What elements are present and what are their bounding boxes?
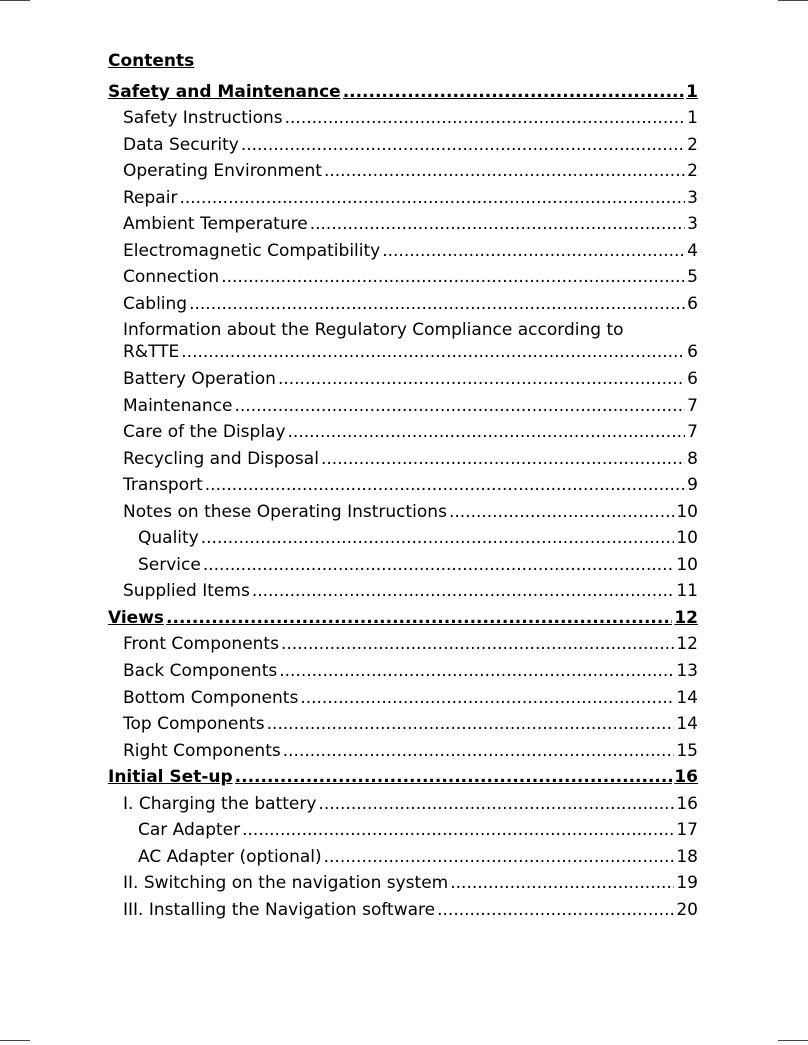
- toc-entry[interactable]: [108, 682, 698, 709]
- dot-leader: [267, 713, 675, 735]
- toc-entry-label: II. Switching on the navigation system: [123, 873, 449, 894]
- toc-entry-page: 8: [687, 448, 698, 469]
- toc-entry[interactable]: [108, 103, 698, 130]
- toc-entry[interactable]: [108, 496, 698, 523]
- toc-entry-page: 16: [676, 793, 698, 814]
- toc-entry-label: Connection: [123, 267, 220, 288]
- dot-leader: [288, 421, 686, 443]
- toc-entry[interactable]: [108, 443, 698, 470]
- dot-leader: [450, 872, 674, 894]
- dot-leader: [449, 501, 674, 523]
- dot-leader: [189, 293, 685, 315]
- toc-entry-label: Safety and Maintenance: [108, 81, 341, 102]
- toc-entry[interactable]: [108, 709, 698, 736]
- dot-leader: [318, 793, 674, 815]
- toc-entry[interactable]: [108, 390, 698, 417]
- toc-entry-label: III. Installing the Navigation software: [123, 899, 436, 920]
- dot-leader: [241, 134, 685, 156]
- dot-leader: [181, 341, 685, 363]
- toc-entry-label: Safety Instructions: [123, 108, 283, 129]
- toc-entry-label: Quality: [138, 528, 199, 549]
- toc-entry-label: Repair: [123, 187, 178, 208]
- dot-leader: [283, 740, 675, 762]
- toc-entry-label: Car Adapter: [138, 820, 241, 841]
- toc-entry[interactable]: [108, 655, 698, 682]
- crop-mark-bottom-right: [778, 1040, 808, 1041]
- toc-entry-label: Top Components: [123, 714, 265, 735]
- crop-mark-top-right: [778, 0, 808, 1]
- toc-entry-label: Cabling: [123, 293, 188, 314]
- toc-entry-page: 2: [687, 161, 698, 182]
- toc-entry-label: Ambient Temperature: [123, 214, 308, 235]
- dot-leader: [252, 580, 675, 602]
- toc-entry-page: 12: [676, 634, 698, 655]
- dot-leader: [221, 266, 685, 288]
- toc-entry-page: 4: [687, 240, 698, 261]
- toc-entry-page: 3: [687, 187, 698, 208]
- dot-leader: [279, 660, 674, 682]
- toc-entry-page: 11: [676, 581, 698, 602]
- toc-entry[interactable]: [108, 315, 698, 364]
- dot-leader: [281, 633, 674, 655]
- toc-entry-label: Transport: [123, 475, 203, 496]
- dot-leader: [235, 766, 673, 788]
- toc-entry-label: Initial Set-up: [108, 767, 233, 788]
- toc-entry[interactable]: [108, 629, 698, 656]
- dot-leader: [234, 395, 685, 417]
- dot-leader: [300, 687, 674, 709]
- toc-entry-label: Supplied Items: [123, 581, 250, 602]
- toc-entry[interactable]: [108, 549, 698, 576]
- toc-entry-label: Notes on these Operating Instructions: [123, 501, 447, 522]
- toc-entry-page: 10: [676, 528, 698, 549]
- toc-entry-label: Electromagnetic Compatibility: [123, 240, 381, 261]
- toc-entry-page: 10: [676, 501, 698, 522]
- toc-entry[interactable]: [108, 129, 698, 156]
- toc-entry[interactable]: [108, 841, 698, 868]
- toc-entry[interactable]: [108, 182, 698, 209]
- toc-entry-page: 18: [676, 846, 698, 867]
- toc-entry[interactable]: [108, 209, 698, 236]
- toc-entry-page: 13: [676, 660, 698, 681]
- toc-entry-page: 7: [687, 422, 698, 443]
- toc-entry-page: 20: [676, 899, 698, 920]
- toc-entry-page: 14: [676, 714, 698, 735]
- toc-entry-page: 6: [687, 342, 698, 363]
- toc-entry[interactable]: [108, 815, 698, 842]
- dot-leader: [201, 527, 675, 549]
- toc-entry-page: 2: [687, 134, 698, 155]
- toc-entry-page: 6: [687, 368, 698, 389]
- dot-leader: [285, 107, 686, 129]
- toc-entry[interactable]: [108, 735, 698, 762]
- toc-entry[interactable]: [108, 894, 698, 921]
- toc-entry-label: Bottom Components: [123, 687, 299, 708]
- toc-entry[interactable]: [108, 762, 698, 789]
- toc-entry-label: Recycling and Disposal: [123, 448, 319, 469]
- toc-entry[interactable]: [108, 602, 698, 629]
- toc-entry-page: 14: [676, 687, 698, 708]
- toc-entry-page: 3: [687, 214, 698, 235]
- crop-mark-bottom-left: [0, 1040, 30, 1041]
- toc-entry[interactable]: [108, 576, 698, 603]
- dot-leader: [343, 81, 684, 103]
- dot-leader: [321, 448, 685, 470]
- toc-entry-label: Maintenance: [123, 395, 233, 416]
- table-of-contents: [108, 76, 698, 921]
- dot-leader: [324, 846, 675, 868]
- toc-entry-label: Service: [138, 554, 201, 575]
- toc-entry-label: Operating Environment: [123, 161, 322, 182]
- toc-entry-label: Information about the Regulatory Compliance according to: [123, 320, 624, 341]
- toc-entry-label: Views: [108, 607, 165, 628]
- toc-entry-page: 19: [676, 873, 698, 894]
- toc-entry-page: 16: [674, 767, 698, 788]
- toc-entry-label: Battery Operation: [123, 368, 276, 389]
- dot-leader: [310, 213, 685, 235]
- toc-entry[interactable]: [108, 156, 698, 183]
- toc-entry-page: 5: [687, 267, 698, 288]
- toc-entry[interactable]: [108, 417, 698, 444]
- toc-entry-label: Right Components: [123, 740, 281, 761]
- toc-entry-page: 7: [687, 395, 698, 416]
- toc-entry[interactable]: [108, 868, 698, 895]
- toc-entry-page: 12: [674, 607, 698, 628]
- toc-entry[interactable]: [108, 288, 698, 315]
- dot-leader: [205, 474, 685, 496]
- toc-entry-page: 17: [676, 820, 698, 841]
- dot-leader: [179, 187, 685, 209]
- toc-entry-label: I. Charging the battery: [123, 793, 317, 814]
- toc-entry-label: AC Adapter (optional): [138, 846, 322, 867]
- toc-entry[interactable]: [108, 262, 698, 289]
- toc-entry[interactable]: [108, 523, 698, 550]
- toc-entry-label: Back Components: [123, 660, 278, 681]
- toc-entry[interactable]: [108, 76, 698, 103]
- toc-entry[interactable]: [108, 235, 698, 262]
- toc-entry-page: 6: [687, 293, 698, 314]
- dot-leader: [324, 160, 685, 182]
- toc-entry-label: Front Components: [123, 634, 279, 655]
- toc-entry-label-continued: R&TTE: [123, 342, 180, 363]
- crop-mark-top-left: [0, 0, 30, 1]
- toc-entry-page: 15: [676, 740, 698, 761]
- dot-leader: [203, 554, 675, 576]
- dot-leader: [166, 607, 672, 629]
- toc-entry-page: 9: [687, 475, 698, 496]
- toc-entry[interactable]: [108, 363, 698, 390]
- toc-heading: Contents: [108, 51, 195, 71]
- toc-entry[interactable]: [108, 788, 698, 815]
- toc-entry-page: 1: [687, 108, 698, 129]
- toc-entry-label: Care of the Display: [123, 422, 286, 443]
- toc-entry[interactable]: [108, 470, 698, 497]
- dot-leader: [437, 899, 674, 921]
- toc-entry-label: Data Security: [123, 134, 239, 155]
- dot-leader: [382, 240, 685, 262]
- dot-leader: [242, 819, 674, 841]
- toc-entry-page: 1: [686, 81, 698, 102]
- dot-leader: [278, 368, 685, 390]
- toc-entry-page: 10: [676, 554, 698, 575]
